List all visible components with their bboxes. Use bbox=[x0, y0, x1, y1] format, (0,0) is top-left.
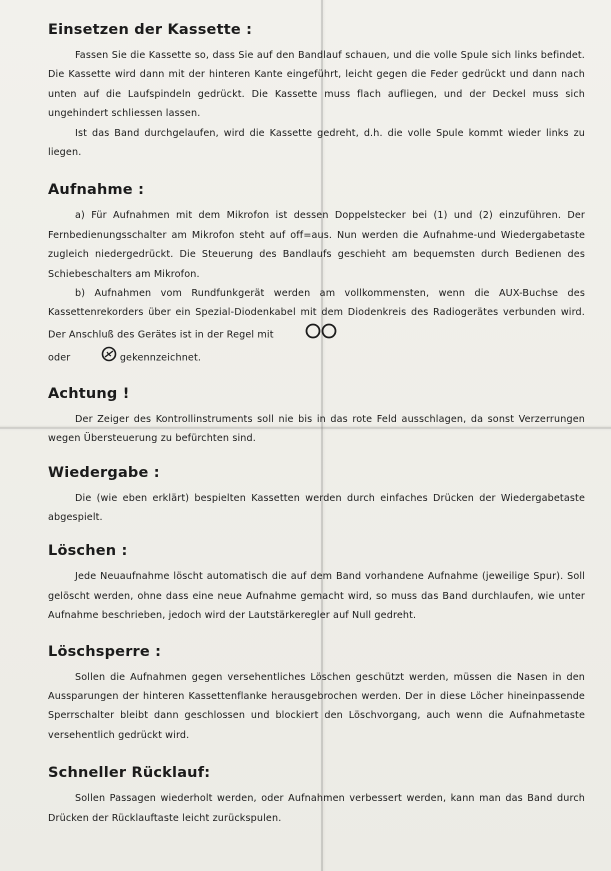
section-wiedergabe bbox=[48, 465, 585, 528]
paragraph-wiedergabe: Die (wie eben erklärt) bespielten Kassetten werden durch einfaches Drücken der Wiedergabetaste abgespielt. bbox=[48, 492, 585, 523]
section-loeschen bbox=[48, 543, 585, 625]
paragraph-loeschen: Jede Neuaufnahme löscht automatisch die auf dem Band vorhandene Aufnahme (jeweilige Spur). Soll gelöscht werden, ohne dass eine neue Aufnahme gemacht wird, so muss das Band durchlaufen, wie unter Aufnahme beschrieben, jedoch wird der Lautstärkeregler auf Null gedreht. bbox=[48, 571, 585, 622]
heading-loeschsperre: Löschsperre : bbox=[48, 643, 162, 660]
section-achtung bbox=[48, 386, 585, 449]
section-einsetzen bbox=[48, 22, 585, 162]
section-aufnahme bbox=[48, 182, 585, 369]
heading-einsetzen: Einsetzen der Kassette : bbox=[48, 22, 253, 38]
heading-aufnahme: Aufnahme : bbox=[48, 182, 145, 199]
section-ruecklauf bbox=[48, 765, 585, 828]
heading-achtung: Achtung ! bbox=[48, 385, 130, 402]
paragraph-einsetzen-1: Fassen Sie die Kassette so, dass Sie auf den Bandlauf schauen, und die volle Spule sich links befindet. Die Kassette wird dann mit der hinteren Kante eingeführt, leicht gegen die Feder gedrückt und dann nach unten auf die Laufspindeln gedrückt. Die Kassette muss flach aufliegen, und der Deckel muss sich ungehindert schliessen lassen. bbox=[48, 50, 585, 120]
paragraph-ruecklauf: Sollen Passagen wiederholt werden, oder Aufnahmen verbessert werden, kann man das Band durch Drücken der Rücklauftaste leicht zurückspulen. bbox=[48, 793, 585, 824]
section-loeschsperre bbox=[48, 644, 585, 746]
paragraph-aufnahme-a: a) Für Aufnahmen mit dem Mikrofon ist dessen Doppelstecker bei (1) und (2) einzuführen. Der Fernbedienungsschalter am Mikrofon steht auf off=aus. Nun werden die Aufnahme-und Wiedergabetaste zugleich niedergedrückt. Die Steuerung des Bandlaufs geschieht am bequemsten durch Bedienen des Schiebeschalters am Mikrofon. bbox=[48, 210, 585, 280]
paragraph-aufnahme-b bbox=[48, 284, 585, 370]
paragraph-achtung: Der Zeiger des Kontrollinstruments soll nie bis in das rote Feld ausschlagen, da sonst Verzerrungen wegen Übersteuerung zu befürchten sind. bbox=[48, 413, 585, 445]
paragraph-aufnahme-b-text: b) Aufnahmen vom Rundfunkgerät werden am vollkommensten, wenn die AUX-Buchse des Kassettenrekorders über ein Spezial-Diodenkabel mit dem Diodenkreis des Radiogerätes verbunden wird. Der Anschluß des Gerätes ist in der Regel mit bbox=[48, 288, 585, 341]
heading-loeschen: Löschen : bbox=[48, 543, 128, 560]
paragraph-aufnahme-b-end: gekennzeichnet. bbox=[119, 352, 202, 364]
paragraph-einsetzen-2: Ist das Band durchgelaufen, wird die Kassette gedreht, d.h. die volle Spule kommt wieder links zu liegen. bbox=[48, 127, 585, 159]
circle-diode-connector-icon bbox=[74, 346, 117, 369]
heading-ruecklauf: Schneller Rücklauf: bbox=[48, 765, 211, 782]
paragraph-aufnahme-b-oder: oder bbox=[48, 352, 71, 364]
paragraph-loeschsperre: Sollen die Aufnahmen gegen versehentliches Löschen geschützt werden, müssen die Nasen in den Aussparungen der hinteren Kassettenflanke herausgebrochen werden. Der in diese Löcher hineinpassende Sperrschalter bleibt dann geschlossen und blockiert den Löschvorgang, auch wenn die Aufnahmetaste versehentlich gedrückt wird. bbox=[48, 671, 585, 741]
heading-wiedergabe: Wiedergabe : bbox=[48, 464, 160, 481]
double-circle-connector-icon bbox=[277, 323, 338, 346]
